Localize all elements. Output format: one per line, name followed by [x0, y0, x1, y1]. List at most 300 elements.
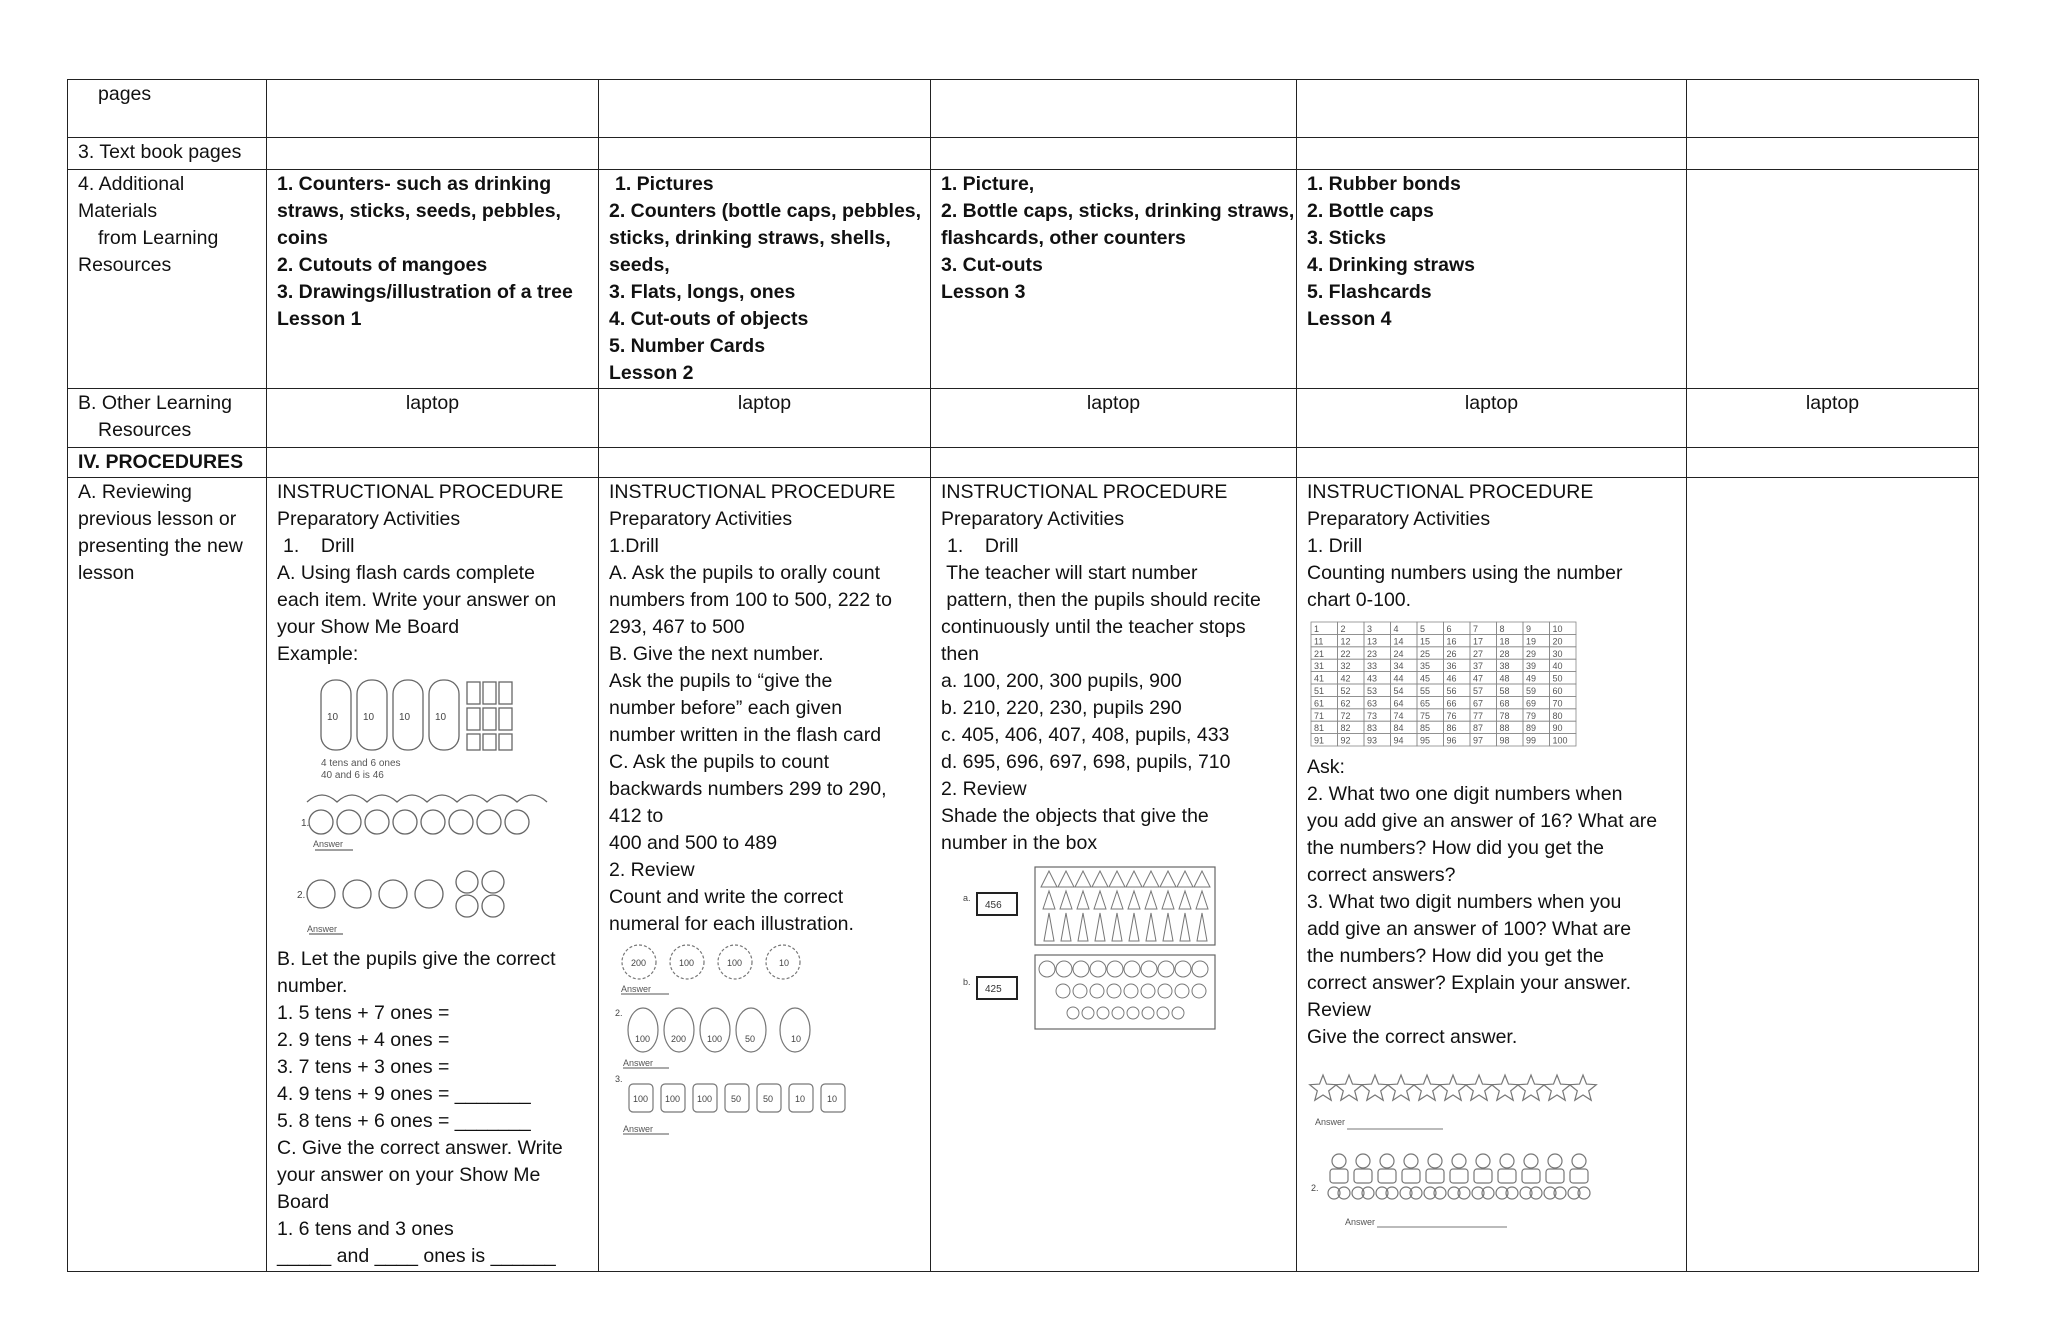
circle-shape	[1107, 984, 1121, 998]
svg-text:95: 95	[1420, 735, 1431, 746]
chart-cell	[1550, 721, 1577, 733]
chart-cell	[1391, 659, 1418, 671]
svg-text:76: 76	[1446, 710, 1457, 721]
chart-cell	[1364, 672, 1391, 684]
chart-cell	[1444, 709, 1471, 721]
svg-text:60: 60	[1552, 686, 1563, 696]
svg-text:24: 24	[1393, 648, 1404, 659]
circle-shape	[1039, 961, 1055, 977]
label-reviewing	[68, 478, 267, 1272]
svg-text:100: 100	[679, 958, 695, 968]
chart-cell	[1550, 622, 1577, 634]
svg-text:49: 49	[1526, 673, 1537, 684]
procedure-line: number written in the flash card	[609, 724, 882, 746]
review-illustration	[1307, 1055, 1627, 1235]
chart-cell	[1311, 684, 1338, 696]
procedure-line: the numbers? How did you get the	[1307, 837, 1605, 859]
answer-label: Answer	[313, 839, 344, 849]
svg-text:7: 7	[1473, 624, 1479, 634]
svg-text:72: 72	[1340, 710, 1351, 721]
figure-shape	[1496, 1154, 1518, 1199]
chart-cell	[1391, 734, 1418, 746]
procedure-line: 400 and 500 to 489	[609, 832, 778, 854]
procedure-line: c. 405, 406, 407, 408, pupils, 433	[941, 724, 1230, 746]
cell-empty	[1687, 80, 1979, 138]
svg-text:a.: a.	[963, 893, 971, 903]
label-textbook: 3. Text book pages	[68, 138, 267, 170]
shade-objects-illustration	[941, 861, 1271, 1031]
procedure-day1	[267, 478, 599, 1272]
procedure-line: 293, 467 to 500	[609, 616, 745, 638]
procedure-line: Ask the pupils to “give the	[609, 670, 833, 692]
svg-text:1: 1	[1314, 624, 1320, 634]
materials-day4	[1297, 170, 1687, 389]
row-textbook	[68, 138, 1979, 170]
procedure-line: 2. Review	[941, 778, 1027, 800]
chart-cell	[1391, 696, 1418, 708]
svg-text:86: 86	[1446, 723, 1457, 734]
chart-cell	[1497, 672, 1524, 684]
counting-illustration	[609, 942, 909, 1142]
chart-cell	[1444, 647, 1471, 659]
svg-text:29: 29	[1526, 648, 1537, 659]
procedure-line: The teacher will start number	[941, 562, 1198, 584]
chart-cell	[1470, 709, 1497, 721]
material-line: 2. Cutouts of mangoes	[277, 254, 488, 276]
procedure-line: INSTRUCTIONAL PROCEDURE	[609, 481, 896, 503]
chart-cell	[1523, 659, 1550, 671]
svg-text:83: 83	[1367, 723, 1378, 734]
svg-text:100: 100	[727, 958, 743, 968]
svg-text:43: 43	[1367, 673, 1378, 684]
svg-text:79: 79	[1526, 710, 1537, 721]
procedure-line: backwards numbers 299 to 290,	[609, 778, 887, 800]
svg-text:36: 36	[1446, 661, 1457, 672]
circle-shape	[1090, 984, 1104, 998]
chart-cell	[1550, 672, 1577, 684]
chart-cell	[1391, 684, 1418, 696]
figure-shape	[1328, 1154, 1350, 1199]
box-b-value: 425	[985, 984, 1002, 995]
chart-cell	[1391, 647, 1418, 659]
answer-label: Answer	[623, 1058, 654, 1068]
procedure-line: 4. 9 tens + 9 ones = _______	[277, 1083, 531, 1105]
cell-empty	[931, 80, 1297, 138]
circle-shape	[1124, 961, 1140, 977]
material-line: seeds,	[609, 254, 670, 276]
svg-text:9: 9	[1526, 624, 1532, 634]
chart-cell	[1311, 659, 1338, 671]
triangle-shape	[1177, 871, 1193, 887]
star-shape	[1518, 1075, 1545, 1100]
chart-cell	[1523, 696, 1550, 708]
chart-cell	[1311, 696, 1338, 708]
svg-text:1.: 1.	[301, 818, 310, 829]
material-line: 3. Flats, longs, ones	[609, 281, 796, 303]
svg-text:26: 26	[1446, 648, 1457, 659]
svg-text:6: 6	[1446, 624, 1452, 634]
svg-text:13: 13	[1367, 636, 1378, 647]
procedure-line: Board	[277, 1191, 330, 1213]
svg-text:16: 16	[1446, 636, 1457, 647]
chart-cell	[1523, 721, 1550, 733]
triangle-shape	[1060, 891, 1072, 909]
procedure-line: Count and write the correct	[609, 886, 844, 908]
svg-text:20: 20	[1552, 636, 1563, 647]
svg-text:93: 93	[1367, 735, 1378, 746]
svg-text:64: 64	[1393, 698, 1404, 709]
row-reviewing	[68, 478, 1979, 1272]
chart-cell	[1523, 672, 1550, 684]
procedure-line: 2. What two one digit numbers when	[1307, 783, 1623, 805]
svg-text:70: 70	[1552, 698, 1563, 709]
chart-cell	[1523, 647, 1550, 659]
svg-text:2: 2	[1340, 624, 1346, 634]
svg-text:65: 65	[1420, 698, 1431, 709]
svg-text:10: 10	[779, 958, 790, 968]
procedure-line: each item. Write your answer on	[277, 589, 557, 611]
chart-cell	[1497, 696, 1524, 708]
procedure-line: C. Give the correct answer. Write	[277, 1137, 563, 1159]
cell-empty	[1297, 80, 1687, 138]
chart-cell	[1311, 734, 1338, 746]
chart-cell	[1497, 709, 1524, 721]
svg-text:100: 100	[633, 1094, 649, 1104]
triangle-shape	[1126, 871, 1142, 887]
svg-text:100: 100	[665, 1094, 681, 1104]
chart-cell	[1497, 647, 1524, 659]
cell-empty	[267, 80, 599, 138]
svg-text:71: 71	[1314, 710, 1325, 721]
svg-text:59: 59	[1526, 686, 1537, 696]
procedure-line: pattern, then the pupils should recite	[941, 589, 1261, 611]
chart-cell	[1338, 647, 1365, 659]
cell-empty	[1687, 138, 1979, 170]
svg-text:42: 42	[1340, 673, 1351, 684]
star-shape	[1492, 1075, 1519, 1100]
resource-day3: laptop	[931, 389, 1297, 448]
chart-cell	[1470, 696, 1497, 708]
chart-cell	[1497, 684, 1524, 696]
svg-text:5: 5	[1420, 624, 1426, 634]
svg-text:55: 55	[1420, 686, 1431, 696]
procedure-line: 2. Review	[609, 859, 695, 881]
triangle-shape	[1194, 871, 1210, 887]
resource-day4: laptop	[1297, 389, 1687, 448]
label-line: lesson	[78, 562, 135, 584]
chart-cell	[1550, 647, 1577, 659]
figure-caption: 4 tens and 6 ones	[321, 758, 401, 769]
procedure-day3	[931, 478, 1297, 1272]
chart-cell	[1338, 709, 1365, 721]
chart-cell	[1338, 696, 1365, 708]
chart-cell	[1364, 734, 1391, 746]
svg-text:78: 78	[1499, 710, 1510, 721]
svg-text:19: 19	[1526, 636, 1537, 647]
resource-day2: laptop	[599, 389, 931, 448]
chart-cell	[1338, 734, 1365, 746]
star-shape	[1362, 1075, 1389, 1100]
svg-text:10: 10	[1552, 624, 1563, 634]
procedure-line: Preparatory Activities	[941, 508, 1125, 530]
chart-cell	[1497, 734, 1524, 746]
procedure-line: 2. 9 tens + 4 ones =	[277, 1029, 450, 1051]
chart-cell	[1444, 622, 1471, 634]
svg-text:32: 32	[1340, 661, 1351, 672]
material-line: 5. Number Cards	[609, 335, 766, 357]
svg-text:10: 10	[399, 712, 411, 723]
chart-cell	[1364, 721, 1391, 733]
svg-text:91: 91	[1314, 735, 1325, 746]
star-shape	[1336, 1075, 1363, 1100]
svg-text:66: 66	[1446, 698, 1457, 709]
procedure-line: Preparatory Activities	[609, 508, 793, 530]
chart-cell	[1444, 734, 1471, 746]
material-line: Lesson 2	[609, 362, 694, 384]
chart-cell	[1550, 696, 1577, 708]
chart-cell	[1444, 634, 1471, 646]
triangle-shape	[1180, 913, 1190, 941]
svg-text:47: 47	[1473, 673, 1484, 684]
cell-empty	[267, 138, 599, 170]
svg-text:b.: b.	[963, 977, 971, 987]
chart-cell	[1550, 684, 1577, 696]
material-line: 4. Drinking straws	[1307, 254, 1475, 276]
triangle-shape	[1196, 891, 1208, 909]
svg-text:10: 10	[791, 1034, 802, 1044]
material-line: sticks, drinking straws, shells,	[609, 227, 891, 249]
material-line: 3. Sticks	[1307, 227, 1387, 249]
svg-text:58: 58	[1499, 686, 1510, 696]
triangle-shape	[1078, 913, 1088, 941]
answer-label: Answer	[1315, 1117, 1346, 1127]
svg-text:12: 12	[1340, 636, 1351, 647]
procedure-line: number before” each given	[609, 697, 843, 719]
material-line: 5. Flashcards	[1307, 281, 1432, 303]
circle-shape	[1172, 1007, 1184, 1019]
procedure-line: 1. 5 tens + 7 ones =	[277, 1002, 450, 1024]
chart-cell	[1417, 634, 1444, 646]
svg-text:8: 8	[1499, 624, 1505, 634]
procedure-line: chart 0-100.	[1307, 589, 1412, 611]
answer-label: Answer	[623, 1124, 654, 1134]
svg-text:37: 37	[1473, 661, 1484, 672]
svg-text:2.: 2.	[297, 890, 306, 901]
circle-shape	[1056, 984, 1070, 998]
procedure-line: the numbers? How did you get the	[1307, 945, 1605, 967]
chart-cell	[1497, 634, 1524, 646]
chart-cell	[1364, 684, 1391, 696]
procedure-line: your Show Me Board	[277, 616, 460, 638]
procedure-line: 1. Drill	[947, 535, 1019, 557]
triangle-shape	[1061, 913, 1071, 941]
star-shape	[1388, 1075, 1415, 1100]
answer-label: Answer	[621, 984, 652, 994]
chart-cell	[1444, 684, 1471, 696]
triangle-shape	[1128, 891, 1140, 909]
svg-text:75: 75	[1420, 710, 1431, 721]
tens-ones-illustration	[277, 672, 577, 942]
material-line: 1. Counters- such as drinking	[277, 173, 552, 195]
svg-text:88: 88	[1499, 723, 1510, 734]
svg-text:97: 97	[1473, 735, 1484, 746]
circle-shape	[1082, 1007, 1094, 1019]
procedure-line: number in the box	[941, 832, 1098, 854]
material-line: flashcards, other counters	[941, 227, 1186, 249]
circle-shape	[1175, 984, 1189, 998]
lesson-plan-table	[67, 79, 1979, 1272]
svg-text:54: 54	[1393, 686, 1404, 696]
circle-shape	[1192, 961, 1208, 977]
figure-shape	[1352, 1154, 1374, 1199]
label-procedures: IV. PROCEDURES	[68, 448, 267, 478]
svg-text:15: 15	[1420, 636, 1431, 647]
cell-empty	[599, 448, 931, 478]
star-shape	[1310, 1075, 1337, 1100]
svg-text:41: 41	[1314, 673, 1325, 684]
svg-text:200: 200	[631, 958, 647, 968]
star-shape	[1414, 1075, 1441, 1100]
chart-cell	[1497, 659, 1524, 671]
svg-text:45: 45	[1420, 673, 1431, 684]
chart-cell	[1311, 709, 1338, 721]
svg-text:62: 62	[1340, 698, 1351, 709]
svg-text:52: 52	[1340, 686, 1351, 696]
cell-empty	[1687, 478, 1979, 1272]
svg-text:51: 51	[1314, 686, 1325, 696]
chart-cell	[1391, 672, 1418, 684]
material-line: 2. Counters (bottle caps, pebbles,	[609, 200, 922, 222]
svg-text:11: 11	[1314, 636, 1324, 647]
label-line: Resources	[98, 419, 192, 441]
chart-cell	[1417, 721, 1444, 733]
chart-cell	[1417, 709, 1444, 721]
row-other-resources	[68, 389, 1979, 448]
cell-empty	[267, 448, 599, 478]
circle-shape	[1073, 961, 1089, 977]
svg-text:81: 81	[1314, 723, 1325, 734]
svg-text:21: 21	[1314, 648, 1325, 659]
chart-cell	[1470, 647, 1497, 659]
chart-cell	[1470, 622, 1497, 634]
figure-shape	[1472, 1154, 1494, 1199]
row-additional-materials	[68, 170, 1979, 389]
procedure-line: B. Give the next number.	[609, 643, 824, 665]
procedure-line: correct answers?	[1307, 864, 1456, 886]
figure-caption: 40 and 6 is 46	[321, 770, 384, 781]
label-line: Materials	[78, 200, 158, 222]
cell-empty	[1297, 448, 1687, 478]
circle-shape	[1141, 984, 1155, 998]
svg-text:46: 46	[1446, 673, 1457, 684]
figure-shape	[1568, 1154, 1590, 1199]
svg-text:67: 67	[1473, 698, 1484, 709]
svg-text:10: 10	[435, 712, 447, 723]
resource-day1: laptop	[267, 389, 599, 448]
svg-text:33: 33	[1367, 661, 1378, 672]
svg-text:22: 22	[1340, 648, 1351, 659]
circle-shape	[1090, 961, 1106, 977]
cell-empty	[1687, 170, 1979, 389]
row-procedures	[68, 448, 1979, 478]
triangle-shape	[1111, 891, 1123, 909]
label-line: 4. Additional	[78, 173, 185, 195]
svg-text:3.: 3.	[615, 1074, 623, 1084]
materials-day2	[599, 170, 931, 389]
cell-empty	[931, 138, 1297, 170]
triangle-shape	[1197, 913, 1207, 941]
procedure-line: Counting numbers using the number	[1307, 562, 1623, 584]
svg-text:10: 10	[795, 1094, 806, 1104]
procedure-line: Ask:	[1307, 756, 1345, 778]
procedure-line: continuously until the teacher stops	[941, 616, 1246, 638]
chart-cell	[1470, 672, 1497, 684]
figure-shape	[1544, 1154, 1566, 1199]
procedure-line: numbers from 100 to 500, 222 to	[609, 589, 892, 611]
label-other-resources	[68, 389, 267, 448]
chart-cell	[1364, 634, 1391, 646]
chart-cell	[1497, 721, 1524, 733]
material-line: 4. Cut-outs of objects	[609, 308, 809, 330]
svg-text:10: 10	[363, 712, 375, 723]
procedure-line: Preparatory Activities	[1307, 508, 1491, 530]
chart-cell	[1470, 734, 1497, 746]
triangle-shape	[1163, 913, 1173, 941]
svg-text:48: 48	[1499, 673, 1510, 684]
material-line: 1. Pictures	[615, 173, 714, 195]
procedure-line: A. Using flash cards complete	[277, 562, 535, 584]
chart-cell	[1391, 721, 1418, 733]
label-line: B. Other Learning	[78, 392, 232, 414]
material-line: 3. Cut-outs	[941, 254, 1043, 276]
procedure-day4	[1297, 478, 1687, 1272]
chart-cell	[1364, 647, 1391, 659]
materials-day3	[931, 170, 1297, 389]
chart-cell	[1470, 659, 1497, 671]
chart-cell	[1338, 684, 1365, 696]
procedure-line: INSTRUCTIONAL PROCEDURE	[941, 481, 1228, 503]
svg-text:100: 100	[635, 1034, 651, 1044]
label-pages	[68, 80, 267, 138]
svg-text:63: 63	[1367, 698, 1378, 709]
svg-text:73: 73	[1367, 710, 1378, 721]
chart-cell	[1311, 634, 1338, 646]
chart-cell	[1444, 721, 1471, 733]
svg-text:44: 44	[1393, 673, 1404, 684]
triangle-shape	[1109, 871, 1125, 887]
circle-shape	[1056, 961, 1072, 977]
svg-text:18: 18	[1499, 636, 1510, 647]
label-line: A. Reviewing	[78, 481, 192, 503]
chart-cell	[1550, 659, 1577, 671]
chart-cell	[1550, 734, 1577, 746]
materials-day1	[267, 170, 599, 389]
procedure-line: a. 100, 200, 300 pupils, 900	[941, 670, 1182, 692]
procedure-line: you add give an answer of 16? What are	[1307, 810, 1658, 832]
chart-cell	[1338, 622, 1365, 634]
chart-cell	[1523, 634, 1550, 646]
svg-text:85: 85	[1420, 723, 1431, 734]
chart-cell	[1364, 622, 1391, 634]
answer-label: Answer	[1345, 1217, 1376, 1227]
circle-shape	[1124, 984, 1138, 998]
svg-text:68: 68	[1499, 698, 1510, 709]
triangle-shape	[1129, 913, 1139, 941]
circle-shape	[1142, 1007, 1154, 1019]
circle-shape	[1127, 1007, 1139, 1019]
svg-text:87: 87	[1473, 723, 1484, 734]
circle-shape	[1158, 984, 1172, 998]
